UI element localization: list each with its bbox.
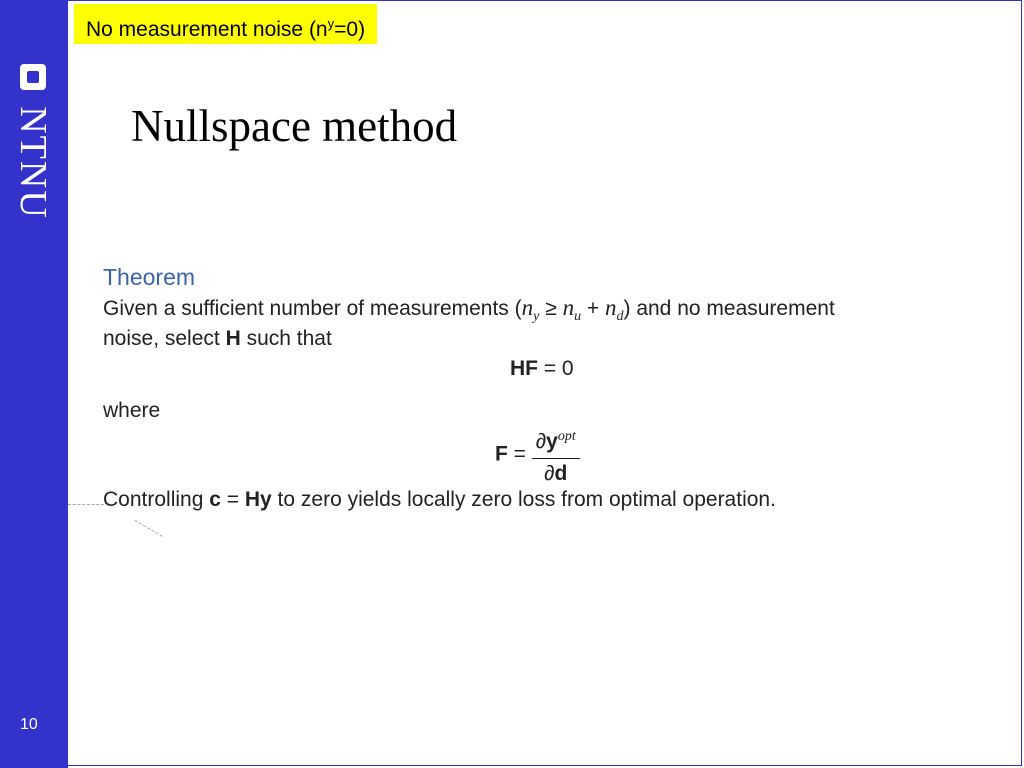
theorem-text: ) and no measurement: [623, 297, 835, 320]
theorem-conclusion: [103, 488, 776, 512]
math-n: n: [562, 295, 575, 320]
divider-dash: [68, 504, 104, 505]
theorem-line-1: [103, 295, 835, 325]
theorem-line-2: [103, 327, 332, 351]
math-eq-zero: = 0: [538, 357, 574, 380]
ntnu-logo-text: NTNU: [12, 106, 54, 220]
condition-banner: [74, 4, 377, 44]
theorem-text: to zero yields locally zero loss from optimal operation.: [271, 488, 776, 511]
theorem-text: noise, select: [103, 327, 226, 350]
equation-hf: [510, 357, 574, 381]
math-c-bold: c: [209, 488, 221, 511]
math-n: n: [521, 295, 534, 320]
math-f-bold: F: [495, 442, 508, 466]
banner-superscript: y: [327, 16, 335, 31]
equation-f: [495, 421, 580, 489]
math-sub-d: d: [616, 309, 624, 325]
theorem-heading: Theorem: [103, 264, 196, 290]
theorem-text: Given a sufficient number of measurements (: [103, 297, 522, 320]
math-sub-u: u: [574, 309, 582, 325]
math-opt-sup: opt: [557, 429, 576, 444]
partial-symbol: ∂: [535, 430, 547, 453]
slide-title: Nullspace method: [131, 101, 458, 151]
math-d-bold: d: [554, 462, 568, 485]
math-h-bold: H: [225, 327, 241, 350]
where-text: where: [103, 399, 161, 422]
math-equals: =: [220, 488, 245, 511]
banner-text: No measurement noise (n: [86, 18, 328, 41]
ntnu-logo-icon: [20, 64, 46, 90]
partial-symbol: ∂: [544, 462, 555, 485]
fraction: [532, 421, 580, 489]
math-hy-bold: Hy: [244, 488, 272, 511]
sidebar: [0, 0, 68, 768]
math-n: n: [605, 295, 617, 320]
math-ge: ≥: [539, 297, 563, 320]
math-y-bold: y: [546, 430, 558, 453]
theorem-text: Controlling: [103, 488, 210, 511]
math-sub-y: y: [533, 309, 540, 325]
fraction-numerator: [532, 421, 580, 459]
math-hf-bold: HF: [510, 357, 538, 380]
math-equals: =: [507, 442, 532, 466]
fraction-denominator: [532, 459, 580, 489]
theorem-text: such that: [240, 327, 332, 350]
banner-text-end: =0): [334, 18, 366, 41]
math-plus: +: [581, 297, 605, 320]
page-number: 10: [20, 716, 38, 733]
